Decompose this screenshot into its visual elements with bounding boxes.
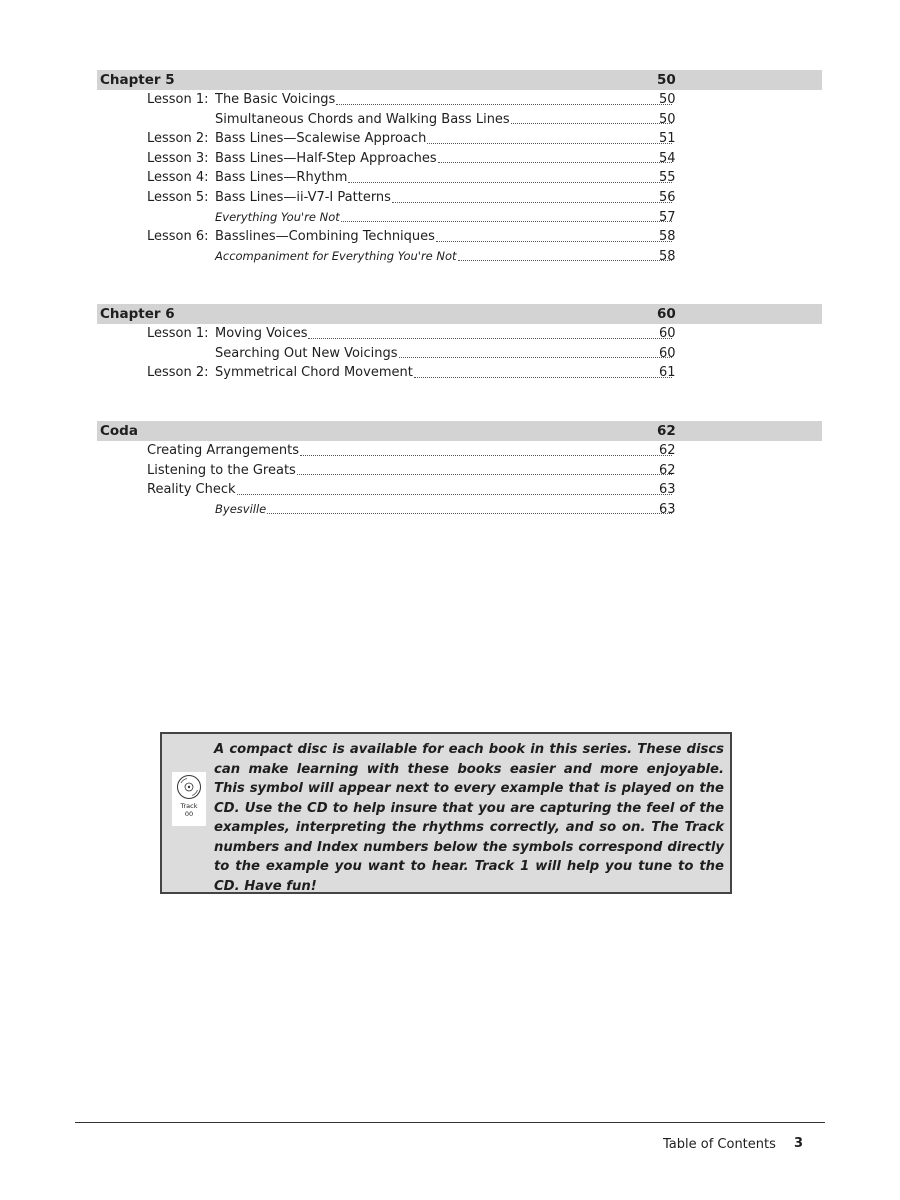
section-header bbox=[97, 70, 822, 90]
entry-page: 62 bbox=[659, 462, 676, 478]
disc-icon bbox=[176, 774, 202, 800]
entry-page: 63 bbox=[659, 482, 676, 498]
dot-leader bbox=[399, 344, 672, 359]
entry-page: 50 bbox=[659, 111, 676, 127]
entry-label: Lesson 1: bbox=[147, 92, 209, 107]
cd-track-number: 00 bbox=[184, 810, 194, 818]
entry-title: Listening to the Greats bbox=[147, 462, 296, 478]
cd-notice-text: A compact disc is available for each book in this series. These discs can make learning with these books easier and more enjoyable. This symbol will appear next to every example that is played on the CD. Use the CD to help insure that you are capturing the feel of the examples, interpreting the rhythms correctly, and so on. The Track numbers and Index numbers below the symbols correspond directly to the example you want to hear. Track 1 will help you tune to the CD. Have fun! bbox=[214, 742, 724, 894]
entry-page: 58 bbox=[659, 229, 676, 245]
entry-page: 51 bbox=[659, 131, 676, 147]
entry-title: Reality Check bbox=[147, 482, 236, 498]
dot-leader bbox=[267, 500, 672, 515]
entry-title: Accompaniment for Everything You're Not bbox=[215, 248, 457, 263]
entry-page: 61 bbox=[659, 365, 676, 381]
toc-entry bbox=[97, 168, 822, 188]
entry-label: Lesson 1: bbox=[147, 326, 209, 341]
toc-section-coda bbox=[97, 421, 822, 519]
compact-disc-icon bbox=[172, 772, 206, 826]
toc-entry bbox=[97, 500, 822, 520]
entry-title: Symmetrical Chord Movement bbox=[215, 365, 413, 381]
dot-leader bbox=[308, 324, 672, 339]
entry-page: 60 bbox=[659, 326, 676, 341]
entry-title: Everything You're Not bbox=[215, 209, 340, 224]
entry-page: 50 bbox=[659, 92, 676, 107]
dot-leader bbox=[341, 208, 672, 223]
entry-page: 58 bbox=[659, 248, 676, 264]
entry-title: The Basic Voicings bbox=[215, 92, 336, 107]
toc-entry bbox=[97, 110, 822, 130]
section-title: Coda bbox=[100, 423, 138, 439]
entry-page: 62 bbox=[659, 443, 676, 458]
dot-leader bbox=[237, 480, 672, 495]
entry-title: Simultaneous Chords and Walking Bass Lines bbox=[215, 111, 510, 127]
entry-page: 56 bbox=[659, 189, 676, 205]
cd-track-label: Track bbox=[180, 802, 198, 810]
dot-leader bbox=[336, 90, 672, 105]
entry-title: Byesville bbox=[215, 501, 267, 516]
toc-entry bbox=[97, 363, 822, 383]
entry-label: Lesson 2: bbox=[147, 131, 209, 147]
entry-page: 60 bbox=[659, 345, 676, 361]
toc-section-chapter-6 bbox=[97, 304, 822, 383]
section-page: 62 bbox=[657, 423, 676, 439]
entry-page: 63 bbox=[659, 501, 676, 517]
toc-entry bbox=[97, 480, 822, 500]
toc-entry bbox=[97, 247, 822, 267]
toc-entry bbox=[97, 344, 822, 364]
footer-label: Table of Contents bbox=[663, 1137, 776, 1152]
toc-entry bbox=[97, 208, 822, 228]
toc-entry bbox=[97, 90, 822, 110]
toc-entry bbox=[97, 227, 822, 247]
entry-page: 55 bbox=[659, 170, 676, 186]
toc-entry bbox=[97, 324, 822, 344]
entry-page: 54 bbox=[659, 150, 676, 166]
entry-label: Lesson 4: bbox=[147, 170, 209, 186]
section-title: Chapter 5 bbox=[100, 72, 175, 88]
entry-title: Bass Lines—Rhythm bbox=[215, 170, 348, 186]
entry-title: Bass Lines—ii-V7-I Patterns bbox=[215, 189, 391, 205]
entry-label: Lesson 3: bbox=[147, 150, 209, 166]
entry-title: Bass Lines—Scalewise Approach bbox=[215, 131, 427, 147]
entry-title: Bass Lines—Half-Step Approaches bbox=[215, 150, 437, 166]
entry-label: Lesson 5: bbox=[147, 189, 209, 205]
section-header bbox=[97, 304, 822, 324]
dot-leader bbox=[300, 441, 672, 456]
toc-entry bbox=[97, 149, 822, 169]
section-title: Chapter 6 bbox=[100, 306, 175, 322]
entry-page: 57 bbox=[659, 209, 676, 225]
dot-leader bbox=[297, 461, 672, 476]
toc-entry bbox=[97, 129, 822, 149]
dot-leader bbox=[511, 110, 672, 125]
toc-entry bbox=[97, 461, 822, 481]
entry-title: Creating Arrangements bbox=[147, 443, 300, 458]
toc-entry bbox=[97, 188, 822, 208]
entry-title: Moving Voices bbox=[215, 326, 308, 341]
section-page: 60 bbox=[657, 306, 676, 322]
entry-title: Basslines—Combining Techniques bbox=[215, 229, 435, 245]
dot-leader bbox=[458, 247, 672, 262]
footer-page-number: 3 bbox=[794, 1136, 804, 1151]
section-header bbox=[97, 421, 822, 441]
cd-notice-box bbox=[160, 732, 732, 894]
section-page: 50 bbox=[657, 72, 676, 88]
toc-entry bbox=[97, 441, 822, 461]
dot-leader bbox=[392, 188, 672, 203]
entry-title: Searching Out New Voicings bbox=[215, 345, 398, 361]
dot-leader bbox=[348, 168, 672, 183]
dot-leader bbox=[414, 363, 672, 378]
dot-leader bbox=[436, 227, 672, 242]
dot-leader bbox=[438, 149, 672, 164]
entry-label: Lesson 6: bbox=[147, 229, 209, 245]
footer-rule bbox=[75, 1122, 825, 1123]
dot-leader bbox=[427, 129, 672, 144]
toc-section-chapter-5 bbox=[97, 70, 822, 266]
entry-label: Lesson 2: bbox=[147, 365, 209, 381]
